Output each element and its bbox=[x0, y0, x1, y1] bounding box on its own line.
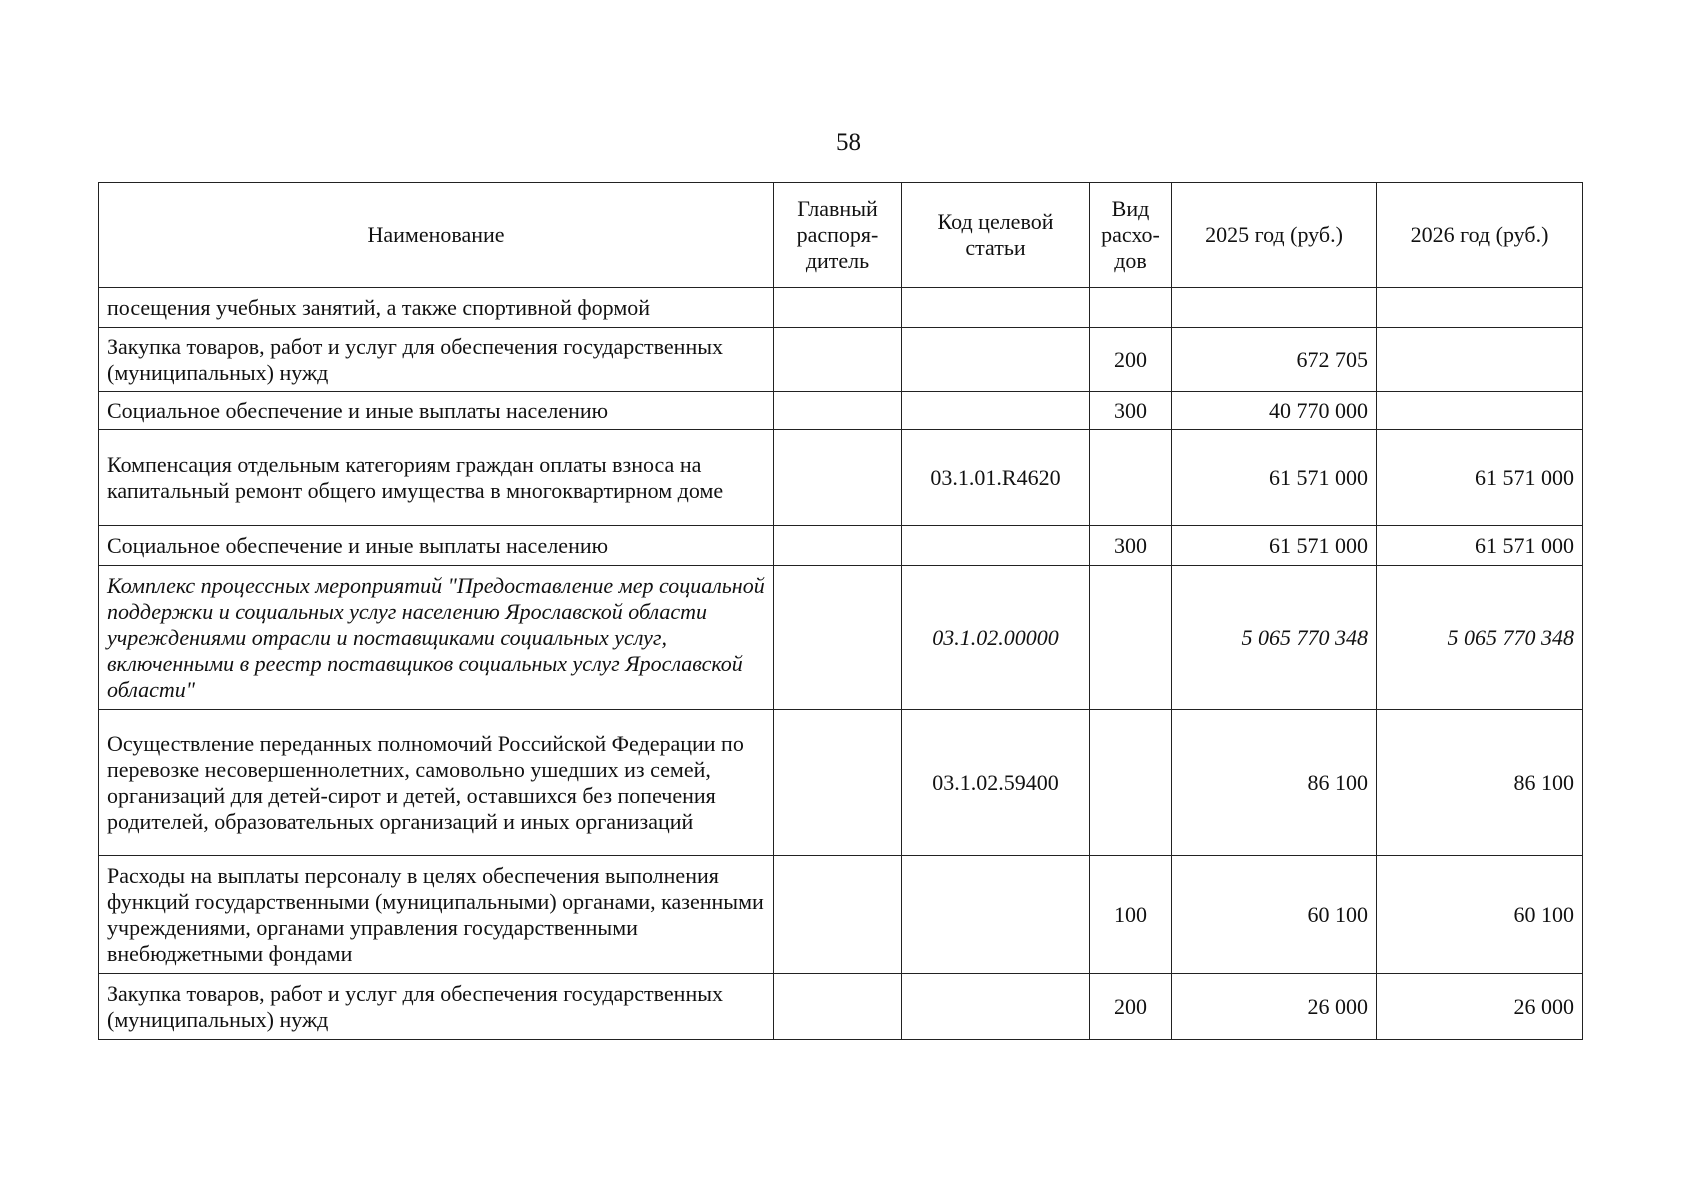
cell-expense-kind: 300 bbox=[1090, 526, 1172, 566]
cell-year-2026 bbox=[1377, 328, 1583, 392]
header-year-2025: 2025 год (руб.) bbox=[1172, 183, 1377, 288]
header-year-2026: 2026 год (руб.) bbox=[1377, 183, 1583, 288]
cell-name: Осуществление переданных полномочий Российской Федерации по перевозке несовершеннолетних, самовольно ушедших из семей, организаций для детей-сирот и детей, оставшихся без попечения родителей, образовательных организаций и иных организаций bbox=[99, 710, 774, 856]
header-chief-manager: Главный распоря-дитель bbox=[774, 183, 902, 288]
cell-chief-manager bbox=[774, 328, 902, 392]
cell-year-2025: 672 705 bbox=[1172, 328, 1377, 392]
cell-name: Социальное обеспечение и иные выплаты населению bbox=[99, 526, 774, 566]
cell-target-code bbox=[902, 526, 1090, 566]
cell-expense-kind: 200 bbox=[1090, 974, 1172, 1040]
header-row bbox=[99, 183, 1583, 288]
budget-table bbox=[98, 182, 1583, 1040]
table-row bbox=[99, 392, 1583, 430]
cell-target-code bbox=[902, 974, 1090, 1040]
cell-target-code bbox=[902, 856, 1090, 974]
cell-year-2026 bbox=[1377, 288, 1583, 328]
cell-year-2025: 40 770 000 bbox=[1172, 392, 1377, 430]
cell-target-code bbox=[902, 392, 1090, 430]
header-name: Наименование bbox=[99, 183, 774, 288]
cell-chief-manager bbox=[774, 974, 902, 1040]
table-row bbox=[99, 566, 1583, 710]
cell-year-2026: 86 100 bbox=[1377, 710, 1583, 856]
table-row bbox=[99, 974, 1583, 1040]
cell-expense-kind bbox=[1090, 566, 1172, 710]
cell-year-2026 bbox=[1377, 392, 1583, 430]
cell-name: посещения учебных занятий, а также спортивной формой bbox=[99, 288, 774, 328]
page-number: 58 bbox=[836, 129, 861, 156]
cell-target-code: 03.1.02.59400 bbox=[902, 710, 1090, 856]
cell-name: Расходы на выплаты персоналу в целях обеспечения выполнения функций государственными (муниципальными) органами, казенными учреждениями, органами управления государственными внебюджетными фондами bbox=[99, 856, 774, 974]
table-body bbox=[99, 288, 1583, 1040]
cell-target-code: 03.1.02.00000 bbox=[902, 566, 1090, 710]
cell-expense-kind bbox=[1090, 710, 1172, 856]
cell-year-2025: 60 100 bbox=[1172, 856, 1377, 974]
cell-chief-manager bbox=[774, 430, 902, 526]
cell-year-2025: 5 065 770 348 bbox=[1172, 566, 1377, 710]
table-row bbox=[99, 526, 1583, 566]
table-row bbox=[99, 710, 1583, 856]
cell-year-2025: 86 100 bbox=[1172, 710, 1377, 856]
table-row bbox=[99, 430, 1583, 526]
cell-chief-manager bbox=[774, 566, 902, 710]
cell-name: Социальное обеспечение и иные выплаты населению bbox=[99, 392, 774, 430]
cell-chief-manager bbox=[774, 288, 902, 328]
table-header bbox=[99, 183, 1583, 288]
cell-expense-kind bbox=[1090, 430, 1172, 526]
cell-year-2025: 61 571 000 bbox=[1172, 430, 1377, 526]
cell-target-code bbox=[902, 328, 1090, 392]
table-row bbox=[99, 328, 1583, 392]
cell-chief-manager bbox=[774, 526, 902, 566]
cell-year-2025: 61 571 000 bbox=[1172, 526, 1377, 566]
cell-chief-manager bbox=[774, 856, 902, 974]
cell-chief-manager bbox=[774, 392, 902, 430]
cell-year-2026: 61 571 000 bbox=[1377, 526, 1583, 566]
header-expense-kind: Вид расхо-дов bbox=[1090, 183, 1172, 288]
cell-year-2026: 61 571 000 bbox=[1377, 430, 1583, 526]
cell-target-code bbox=[902, 288, 1090, 328]
cell-expense-kind: 300 bbox=[1090, 392, 1172, 430]
cell-expense-kind: 200 bbox=[1090, 328, 1172, 392]
cell-year-2026: 60 100 bbox=[1377, 856, 1583, 974]
cell-name: Закупка товаров, работ и услуг для обеспечения государственных (муниципальных) нужд bbox=[99, 974, 774, 1040]
cell-chief-manager bbox=[774, 710, 902, 856]
cell-year-2026: 26 000 bbox=[1377, 974, 1583, 1040]
cell-name: Компенсация отдельным категориям граждан оплаты взноса на капитальный ремонт общего имущества в многоквартирном доме bbox=[99, 430, 774, 526]
cell-target-code: 03.1.01.R4620 bbox=[902, 430, 1090, 526]
cell-year-2025 bbox=[1172, 288, 1377, 328]
table-row bbox=[99, 288, 1583, 328]
cell-name: Закупка товаров, работ и услуг для обеспечения государственных (муниципальных) нужд bbox=[99, 328, 774, 392]
cell-name: Комплекс процессных мероприятий "Предоставление мер социальной поддержки и социальных услуг населению Ярославской области учреждениями отрасли и поставщиками социальных услуг, включенными в реестр поставщиков социальных услуг Ярославской области" bbox=[99, 566, 774, 710]
header-target-code: Код целевой статьи bbox=[902, 183, 1090, 288]
cell-expense-kind: 100 bbox=[1090, 856, 1172, 974]
table-row bbox=[99, 856, 1583, 974]
cell-year-2025: 26 000 bbox=[1172, 974, 1377, 1040]
cell-year-2026: 5 065 770 348 bbox=[1377, 566, 1583, 710]
cell-expense-kind bbox=[1090, 288, 1172, 328]
